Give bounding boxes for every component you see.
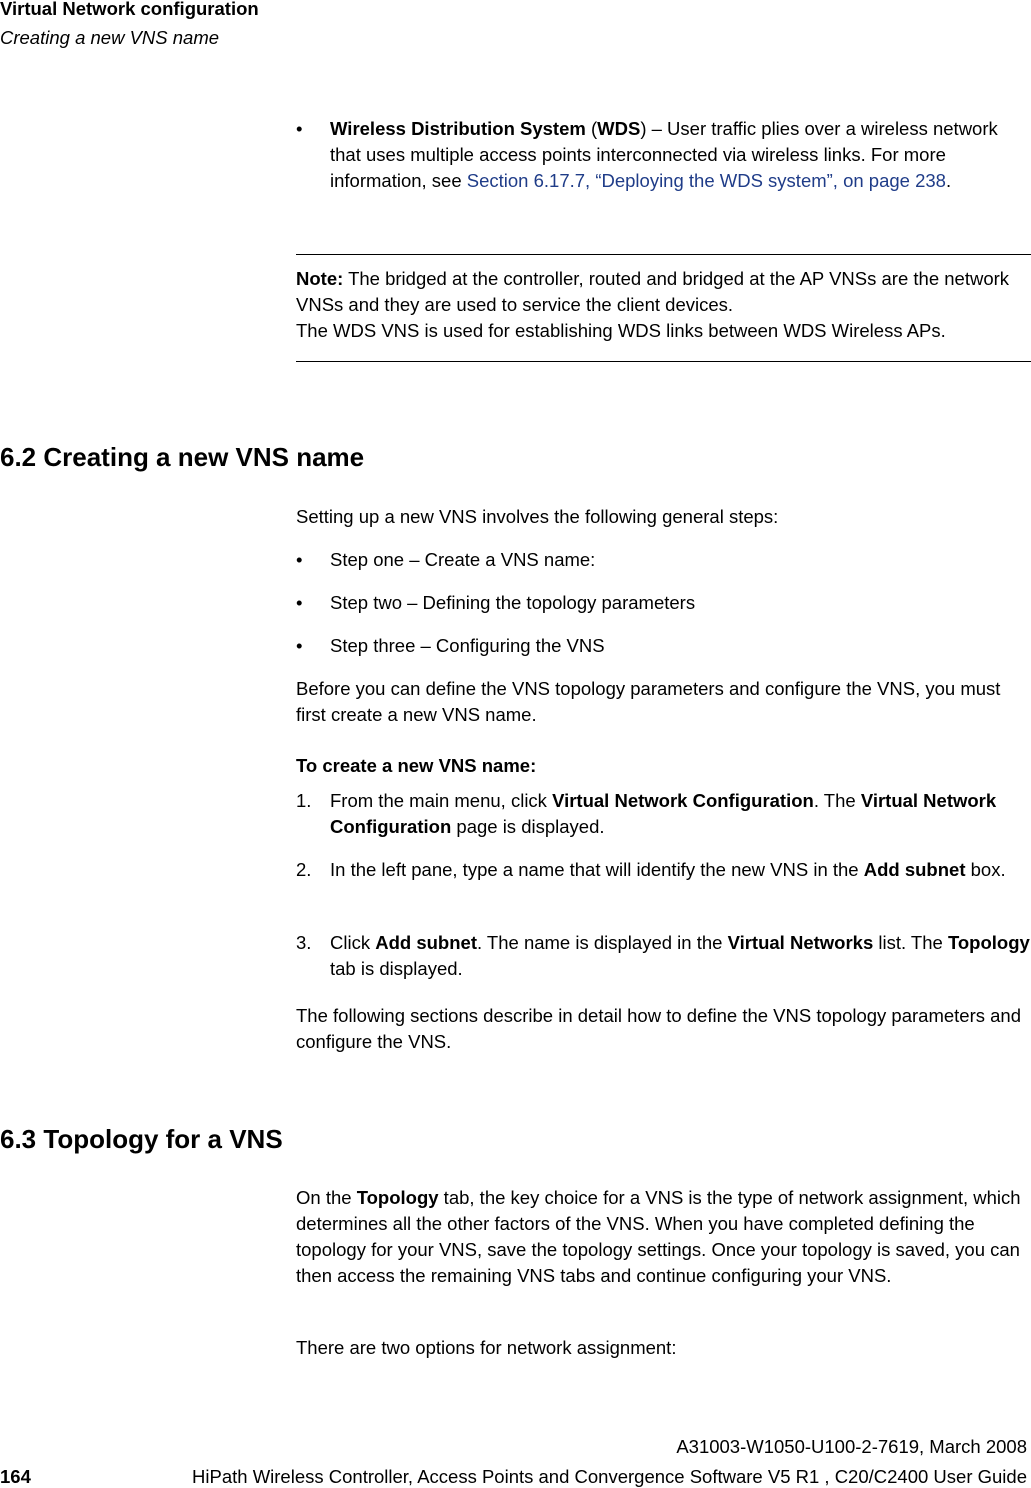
procedure-step-2: In the left pane, type a name that will identify the new VNS in the Add subnet box. — [330, 859, 1006, 880]
wds-section-link[interactable]: Section 6.17.7, “Deploying the WDS system”, on page 238 — [466, 170, 946, 191]
step-bullet: Step two – Defining the topology parameters — [330, 592, 696, 613]
step-number: 2. — [296, 859, 312, 880]
footer-guide-title: HiPath Wireless Controller, Access Points and Convergence Software V5 R1 , C20/C2400 User Guide — [192, 1466, 1027, 1487]
page-number: 164 — [0, 1466, 31, 1487]
bullet-marker: • — [296, 118, 303, 139]
running-header-title: Virtual Network configuration — [0, 0, 259, 19]
note-label: Note: — [296, 268, 344, 289]
step-bullet: Step one – Create a VNS name: — [330, 549, 596, 570]
step-bullet: Step three – Configuring the VNS — [330, 635, 605, 656]
section-heading-6-2: 6.2 Creating a new VNS name — [0, 442, 365, 472]
bullet-marker: • — [296, 592, 303, 613]
bullet-marker: • — [296, 549, 303, 570]
running-header-subtitle: Creating a new VNS name — [0, 27, 220, 48]
note-bottom-rule — [296, 361, 1031, 362]
note-text: Note: The bridged at the controller, routed and bridged at the AP VNSs are the network VNSs and they are used to service the client devices. The WDS VNS is used for establishing WDS links between WDS Wireless APs. — [296, 268, 1010, 341]
step-number: 3. — [296, 932, 312, 953]
note-top-rule — [296, 254, 1031, 255]
section-heading-6-3: 6.3 Topology for a VNS — [0, 1124, 283, 1154]
bullet-marker: • — [296, 635, 303, 656]
topology-paragraph: On the Topology tab, the key choice for a VNS is the type of network assignment, which determines all the other factors of the VNS. When you have completed defining the topology for your VNS, save the topology settings. Once your topology is saved, you can then access the remaining VNS tabs and continue configuring your VNS. — [296, 1187, 1021, 1286]
procedure-step-3: Click Add subnet. The name is displayed in the Virtual Networks list. The Topology tab is displayed. — [330, 932, 1030, 979]
procedure-step-1: From the main menu, click Virtual Network Configuration. The Virtual Network Configuration page is displayed. — [330, 790, 997, 837]
following-paragraph: The following sections describe in detail how to define the VNS topology parameters and configure the VNS. — [296, 1005, 1022, 1052]
wds-abbr: WDS — [597, 118, 641, 139]
before-paragraph: Before you can define the VNS topology parameters and configure the VNS, you must first create a new VNS name. — [296, 678, 1001, 725]
step-number: 1. — [296, 790, 312, 811]
footer-doc-id: A31003-W1050-U100-2-7619, March 2008 — [676, 1436, 1027, 1457]
section-6-2-intro: Setting up a new VNS involves the following general steps: — [296, 506, 779, 527]
wds-bullet-text: Wireless Distribution System (WDS) – User traffic plies over a wireless network that uses multiple access points interconnected via wireless links. For more information, see Section 6.17.7, “Deploying the WDS system”, on page 238. — [330, 118, 998, 191]
wds-term: Wireless Distribution System — [330, 118, 586, 139]
procedure-title: To create a new VNS name: — [296, 755, 537, 776]
network-assignment-intro: There are two options for network assignment: — [296, 1337, 677, 1358]
